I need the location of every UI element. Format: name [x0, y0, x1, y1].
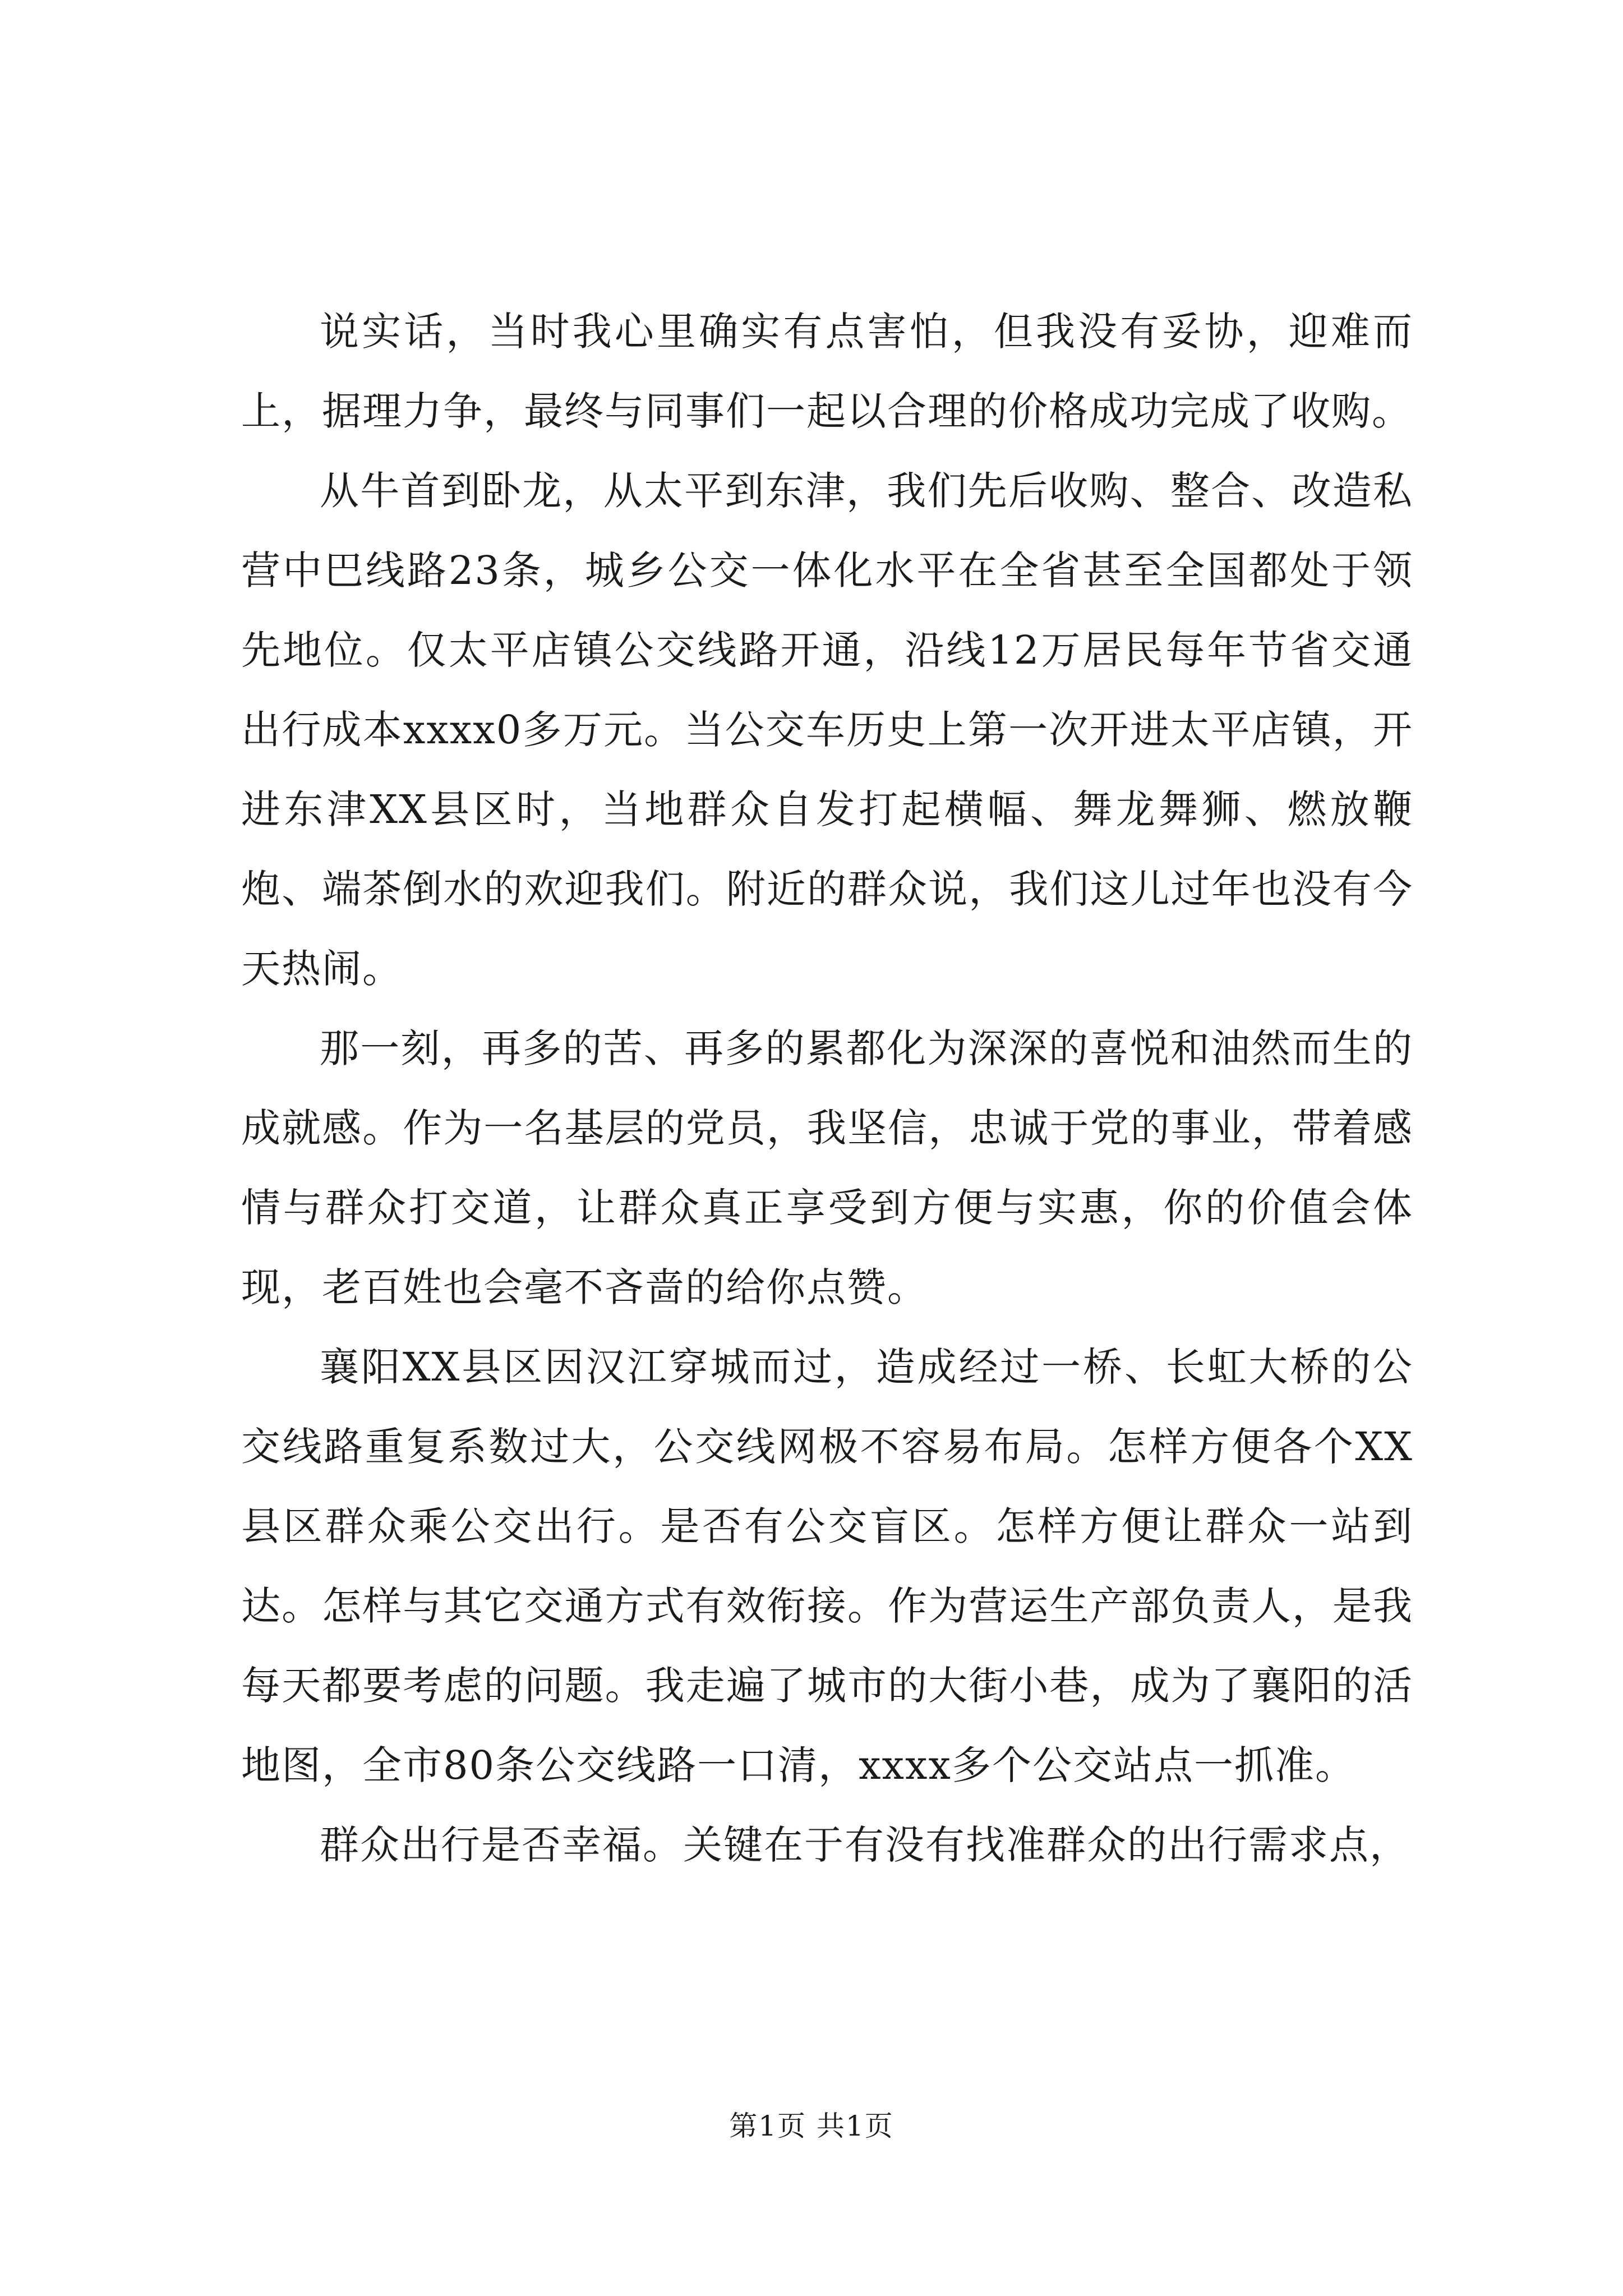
- paragraph-4: 襄阳XX县区因汉江穿城而过，造成经过一桥、长虹大桥的公交线路重复系数过大，公交线网极不容易布局。怎样方便各个XX县区群众乘公交出行。是否有公交盲区。怎样方便让群众一站到达。怎样与其它交通方式有效衔接。作为营运生产部负责人，是我每天都要考虑的问题。我走遍了城市的大街小巷，成为了襄阳的活地图，全市80条公交线路一口清，xxxx多个公交站点一抓准。: [241, 1344, 1413, 1788]
- paragraph-1: 说实话，当时我心里确实有点害怕，但我没有妥协，迎难而上，据理力争，最终与同事们一起以合理的价格成功完成了收购。: [241, 309, 1413, 434]
- paragraph-3: 那一刻，再多的苦、再多的累都化为深深的喜悦和油然而生的成就感。作为一名基层的党员，我坚信，忠诚于党的事业，带着感情与群众打交道，让群众真正享受到方便与实惠，你的价值会体现，老百姓也会毫不吝啬的给你点赞。: [241, 1025, 1413, 1310]
- paragraph-2: 从牛首到卧龙，从太平到东津，我们先后收购、整合、改造私营中巴线路23条，城乡公交一体化水平在全省甚至全国都处于领先地位。仅太平店镇公交线路开通，沿线12万居民每年节省交通出行成本xxxx0多万元。当公交车历史上第一次开进太平店镇，开进东津XX县区时，当地群众自发打起横幅、舞龙舞狮、燃放鞭炮、端茶倒水的欢迎我们。附近的群众说，我们这儿过年也没有今天热闹。: [241, 468, 1413, 992]
- page-footer: 第1页 共1页: [729, 2110, 894, 2142]
- paragraph-5: 群众出行是否幸福。关键在于有没有找准群众的出行需求点，: [320, 1822, 1410, 1868]
- document-body: [241, 292, 1413, 1885]
